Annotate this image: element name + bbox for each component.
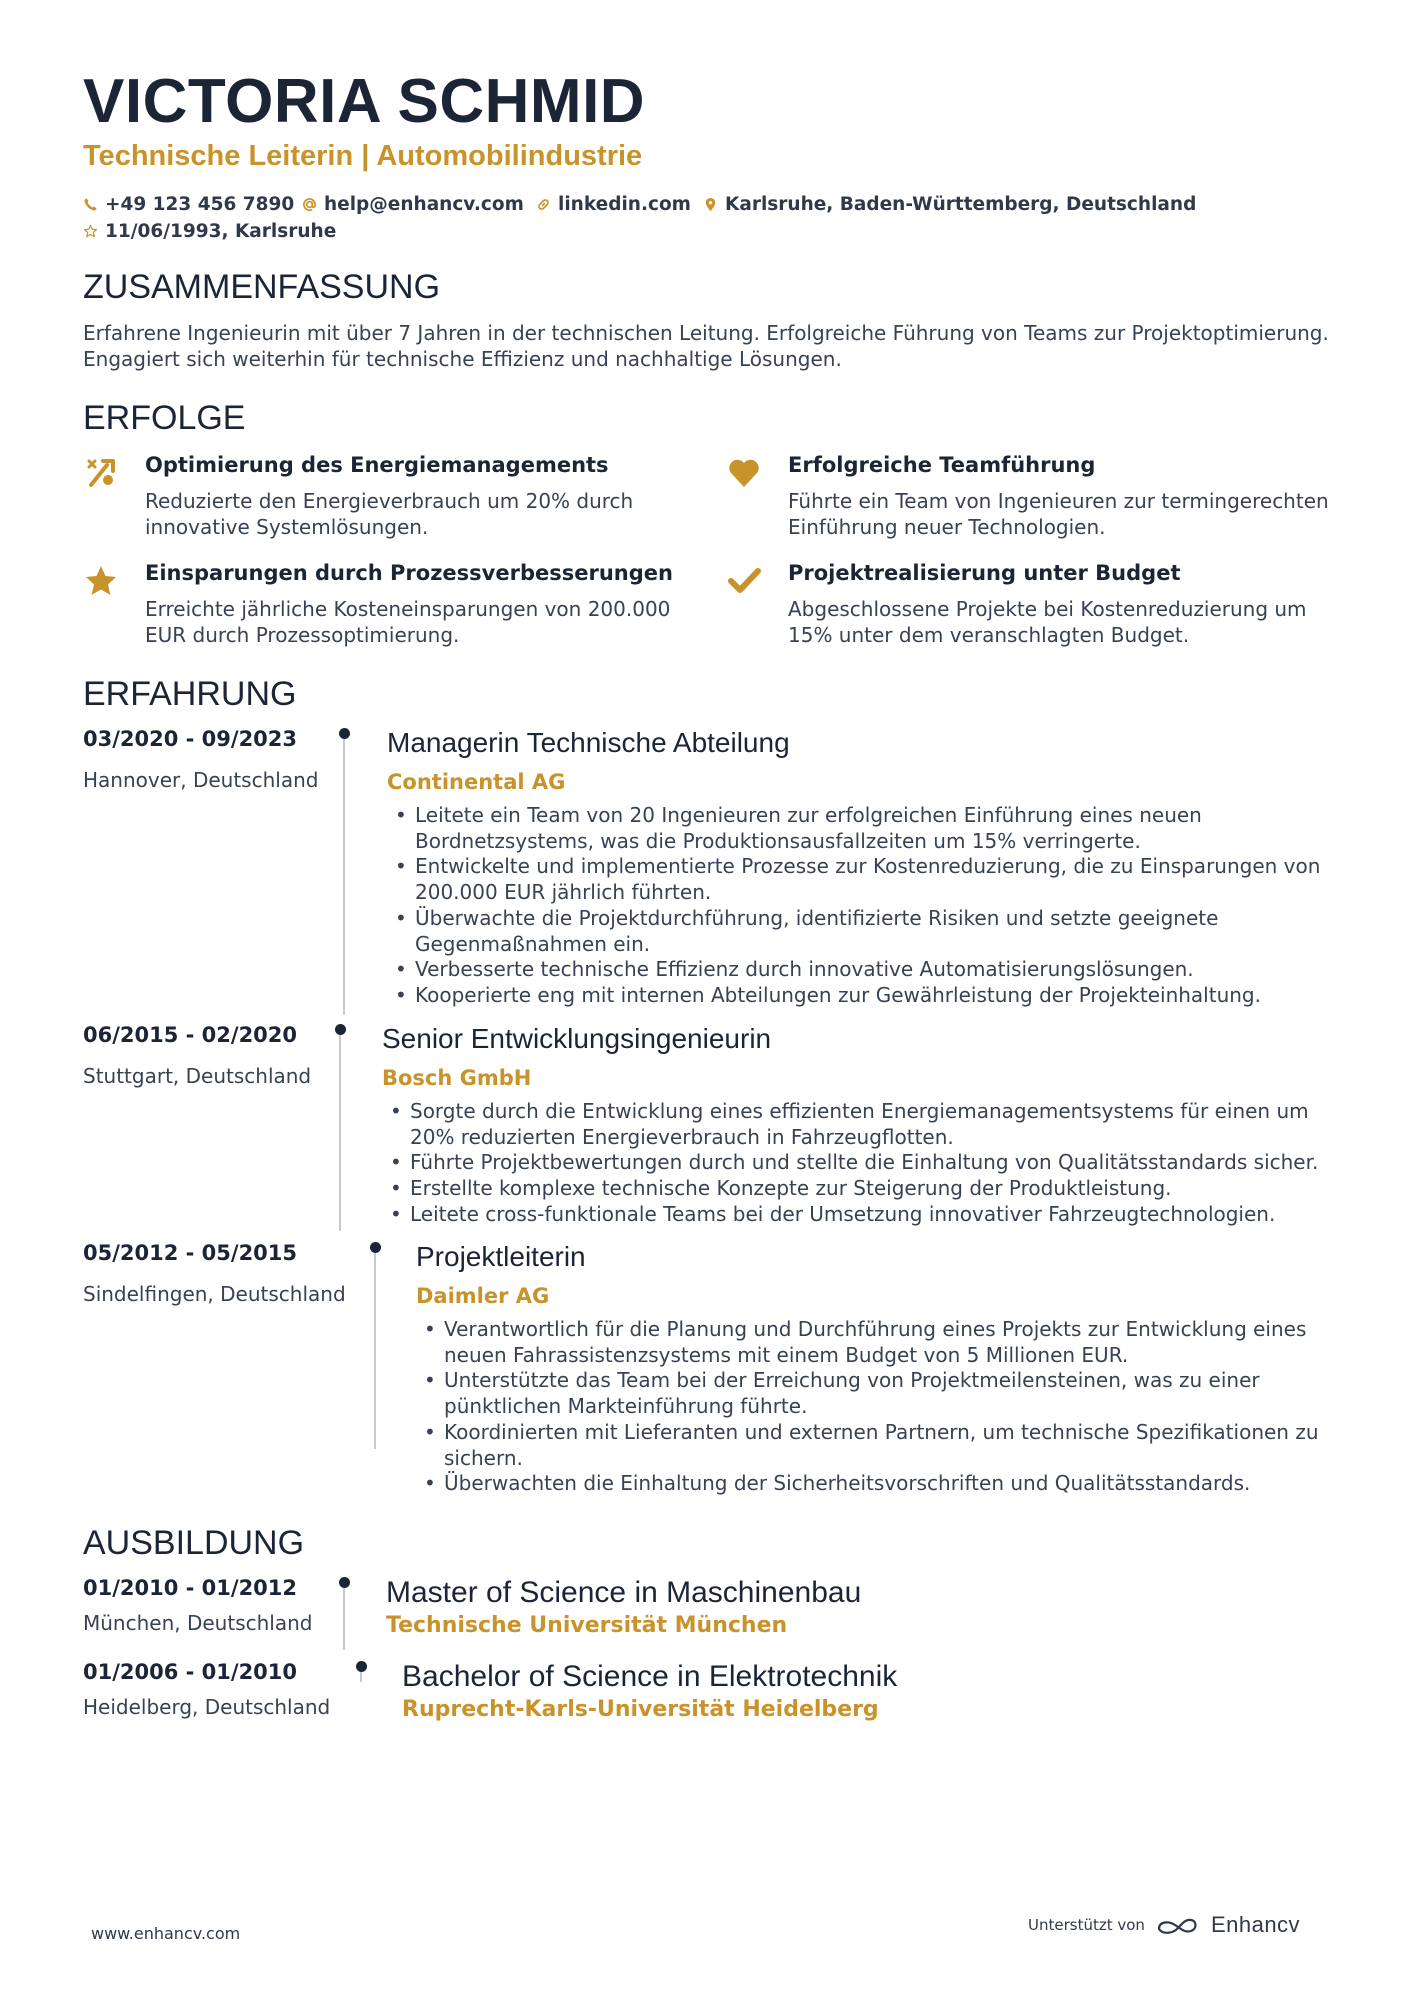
edu-dates: 01/2010 - 01/2012 bbox=[83, 1576, 298, 1600]
job-title: Senior Entwicklungsingenieurin bbox=[382, 1023, 772, 1054]
job-bullet: • Koordinierten mit Lieferanten und externen Partnern, um technische Spezifikationen zu sichern. bbox=[416, 1420, 1336, 1471]
job-bullet: • Leitete ein Team von 20 Ingenieuren zur erfolgreichen Einführung eines neuen Bordnetzsystems, was die Produktionsausfallzeiten um 15% verringerte. bbox=[387, 803, 1337, 854]
job-bullet: • Erstellte komplexe technische Konzepte zur Steigerung der Produktleistung. bbox=[382, 1176, 1337, 1202]
edu-degree: Master of Science in Maschinenbau bbox=[386, 1576, 862, 1609]
checkmark-icon bbox=[726, 563, 762, 599]
phone-icon bbox=[83, 197, 98, 212]
experience-heading: ERFAHRUNG bbox=[83, 675, 297, 713]
job-bullet: • Führte Projektbewertungen durch und stellte die Einhaltung von Qualitätsstandards sicher. bbox=[382, 1150, 1337, 1176]
heart-icon bbox=[726, 455, 762, 491]
edu-dates: 01/2006 - 01/2010 bbox=[83, 1660, 298, 1684]
achievement-desc: Erreichte jährliche Kosteneinsparungen von 200.000 EUR durch Prozessoptimierung. bbox=[145, 597, 671, 647]
summary-heading: ZUSAMMENFASSUNG bbox=[83, 268, 441, 306]
achievement-desc: Abgeschlossene Projekte bei Kostenreduzierung um 15% unter dem veranschlagten Budget. bbox=[788, 597, 1307, 647]
job-bullets bbox=[382, 1099, 1337, 1228]
magic-wand-icon bbox=[83, 455, 119, 491]
summary-text: Erfahrene Ingenieurin mit über 7 Jahren in der technischen Leitung. Erfolgreiche Führung von Teams zur Projektoptimierung. Engagiert sich weiterhin für technische Effizienz und nachhaltige Lösungen. bbox=[83, 321, 1329, 371]
contact-phone bbox=[83, 194, 294, 215]
contact-linkedin-text: linkedin.com bbox=[558, 194, 691, 215]
timeline-dot bbox=[339, 728, 350, 739]
candidate-name: VICTORIA SCHMID bbox=[83, 67, 646, 136]
achievement-desc: Reduzierte den Energieverbrauch um 20% durch innovative Systemlösungen. bbox=[145, 489, 634, 539]
contact-location-text: Karlsruhe, Baden-Württemberg, Deutschland bbox=[725, 194, 1197, 215]
achievements-heading: ERFOLGE bbox=[83, 399, 246, 437]
job-bullet: • Entwickelte und implementierte Prozesse zur Kostenreduzierung, die zu Einsparungen von 200.000 EUR jährlich führten. bbox=[387, 854, 1337, 905]
job-bullet: • Unterstützte das Team bei der Erreichung von Projektmeilensteinen, was zu einer pünktlichen Markteinführung führte. bbox=[416, 1368, 1336, 1419]
job-company: Daimler AG bbox=[416, 1284, 550, 1308]
link-icon bbox=[536, 197, 551, 212]
education-heading: AUSBILDUNG bbox=[83, 1524, 305, 1562]
at-icon bbox=[302, 197, 317, 212]
footer-website[interactable]: www.enhancv.com bbox=[91, 1924, 241, 1943]
achievement-desc: Führte ein Team von Ingenieuren zur termingerechten Einführung neuer Technologien. bbox=[788, 489, 1329, 539]
achievement-title: Einsparungen durch Prozessverbesserungen bbox=[145, 561, 673, 585]
job-location: Stuttgart, Deutschland bbox=[83, 1064, 312, 1088]
job-location: Sindelfingen, Deutschland bbox=[83, 1282, 346, 1306]
job-dates: 03/2020 - 09/2023 bbox=[83, 727, 298, 751]
job-company: Continental AG bbox=[387, 770, 566, 794]
timeline-dot bbox=[339, 1577, 350, 1588]
edu-degree: Bachelor of Science in Elektrotechnik bbox=[402, 1660, 898, 1693]
timeline-line bbox=[360, 1672, 362, 1682]
contact-location bbox=[703, 194, 1196, 215]
contact-birth-text: 11/06/1993, Karlsruhe bbox=[105, 221, 337, 242]
candidate-title: Technische Leiterin | Automobilindustrie bbox=[83, 140, 643, 172]
footer-brand bbox=[1028, 1912, 1300, 1938]
achievement-title: Erfolgreiche Teamführung bbox=[788, 453, 1096, 477]
contact-email[interactable] bbox=[302, 194, 524, 215]
timeline-dot bbox=[356, 1661, 367, 1672]
timeline-dot bbox=[335, 1024, 346, 1035]
edu-school: Technische Universität München bbox=[386, 1613, 788, 1638]
achievement-title: Optimierung des Energiemanagements bbox=[145, 453, 609, 477]
achievement-title: Projektrealisierung unter Budget bbox=[788, 561, 1181, 585]
timeline-line bbox=[343, 739, 345, 1015]
job-bullet: • Kooperierte eng mit internen Abteilungen zur Gewährleistung der Projekteinhaltung. bbox=[387, 983, 1337, 1009]
job-location: Hannover, Deutschland bbox=[83, 768, 319, 792]
contact-email-text: help@enhancv.com bbox=[324, 194, 524, 215]
enhancv-logo-icon bbox=[1155, 1913, 1201, 1937]
contact-phone-text: +49 123 456 7890 bbox=[105, 194, 295, 215]
powered-by-label: Unterstützt von bbox=[1028, 1916, 1145, 1934]
edu-location: Heidelberg, Deutschland bbox=[83, 1695, 331, 1719]
job-bullets bbox=[387, 803, 1337, 1009]
job-bullet: • Sorgte durch die Entwicklung eines effizienten Energiemanagementsystems für einen um 20% reduzierten Energieverbrauch in Fahrzeugflotten. bbox=[382, 1099, 1337, 1150]
job-bullet: • Leitete cross-funktionale Teams bei der Umsetzung innovativer Fahrzeugtechnologien. bbox=[382, 1202, 1337, 1228]
edu-location: München, Deutschland bbox=[83, 1611, 313, 1635]
edu-school: Ruprecht-Karls-Universität Heidelberg bbox=[402, 1697, 879, 1722]
star-outline-icon bbox=[83, 224, 98, 239]
job-title: Managerin Technische Abteilung bbox=[387, 727, 790, 758]
timeline-line bbox=[339, 1035, 341, 1231]
location-pin-icon bbox=[703, 197, 718, 212]
job-bullet: • Überwachten die Einhaltung der Sicherheitsvorschriften und Qualitätsstandards. bbox=[416, 1471, 1336, 1497]
job-bullet: • Verbesserte technische Effizienz durch innovative Automatisierungslösungen. bbox=[387, 957, 1337, 983]
timeline-line bbox=[374, 1253, 376, 1449]
timeline-dot bbox=[370, 1242, 381, 1253]
timeline-line bbox=[343, 1588, 345, 1650]
contact-birth bbox=[83, 221, 336, 242]
brand-name: Enhancv bbox=[1210, 1912, 1301, 1937]
job-bullets bbox=[416, 1317, 1336, 1497]
job-dates: 05/2012 - 05/2015 bbox=[83, 1241, 298, 1265]
job-title: Projektleiterin bbox=[416, 1241, 586, 1272]
job-dates: 06/2015 - 02/2020 bbox=[83, 1023, 298, 1047]
contact-linkedin[interactable] bbox=[536, 194, 691, 215]
star-icon bbox=[83, 563, 119, 599]
job-bullet: • Überwachte die Projektdurchführung, identifizierte Risiken und setzte geeignete Gegenmaßnahmen ein. bbox=[387, 906, 1337, 957]
job-company: Bosch GmbH bbox=[382, 1066, 532, 1090]
job-bullet: • Verantwortlich für die Planung und Durchführung eines Projekts zur Entwicklung eines neuen Fahrassistenzsystems mit einem Budget von 5 Millionen EUR. bbox=[416, 1317, 1336, 1368]
